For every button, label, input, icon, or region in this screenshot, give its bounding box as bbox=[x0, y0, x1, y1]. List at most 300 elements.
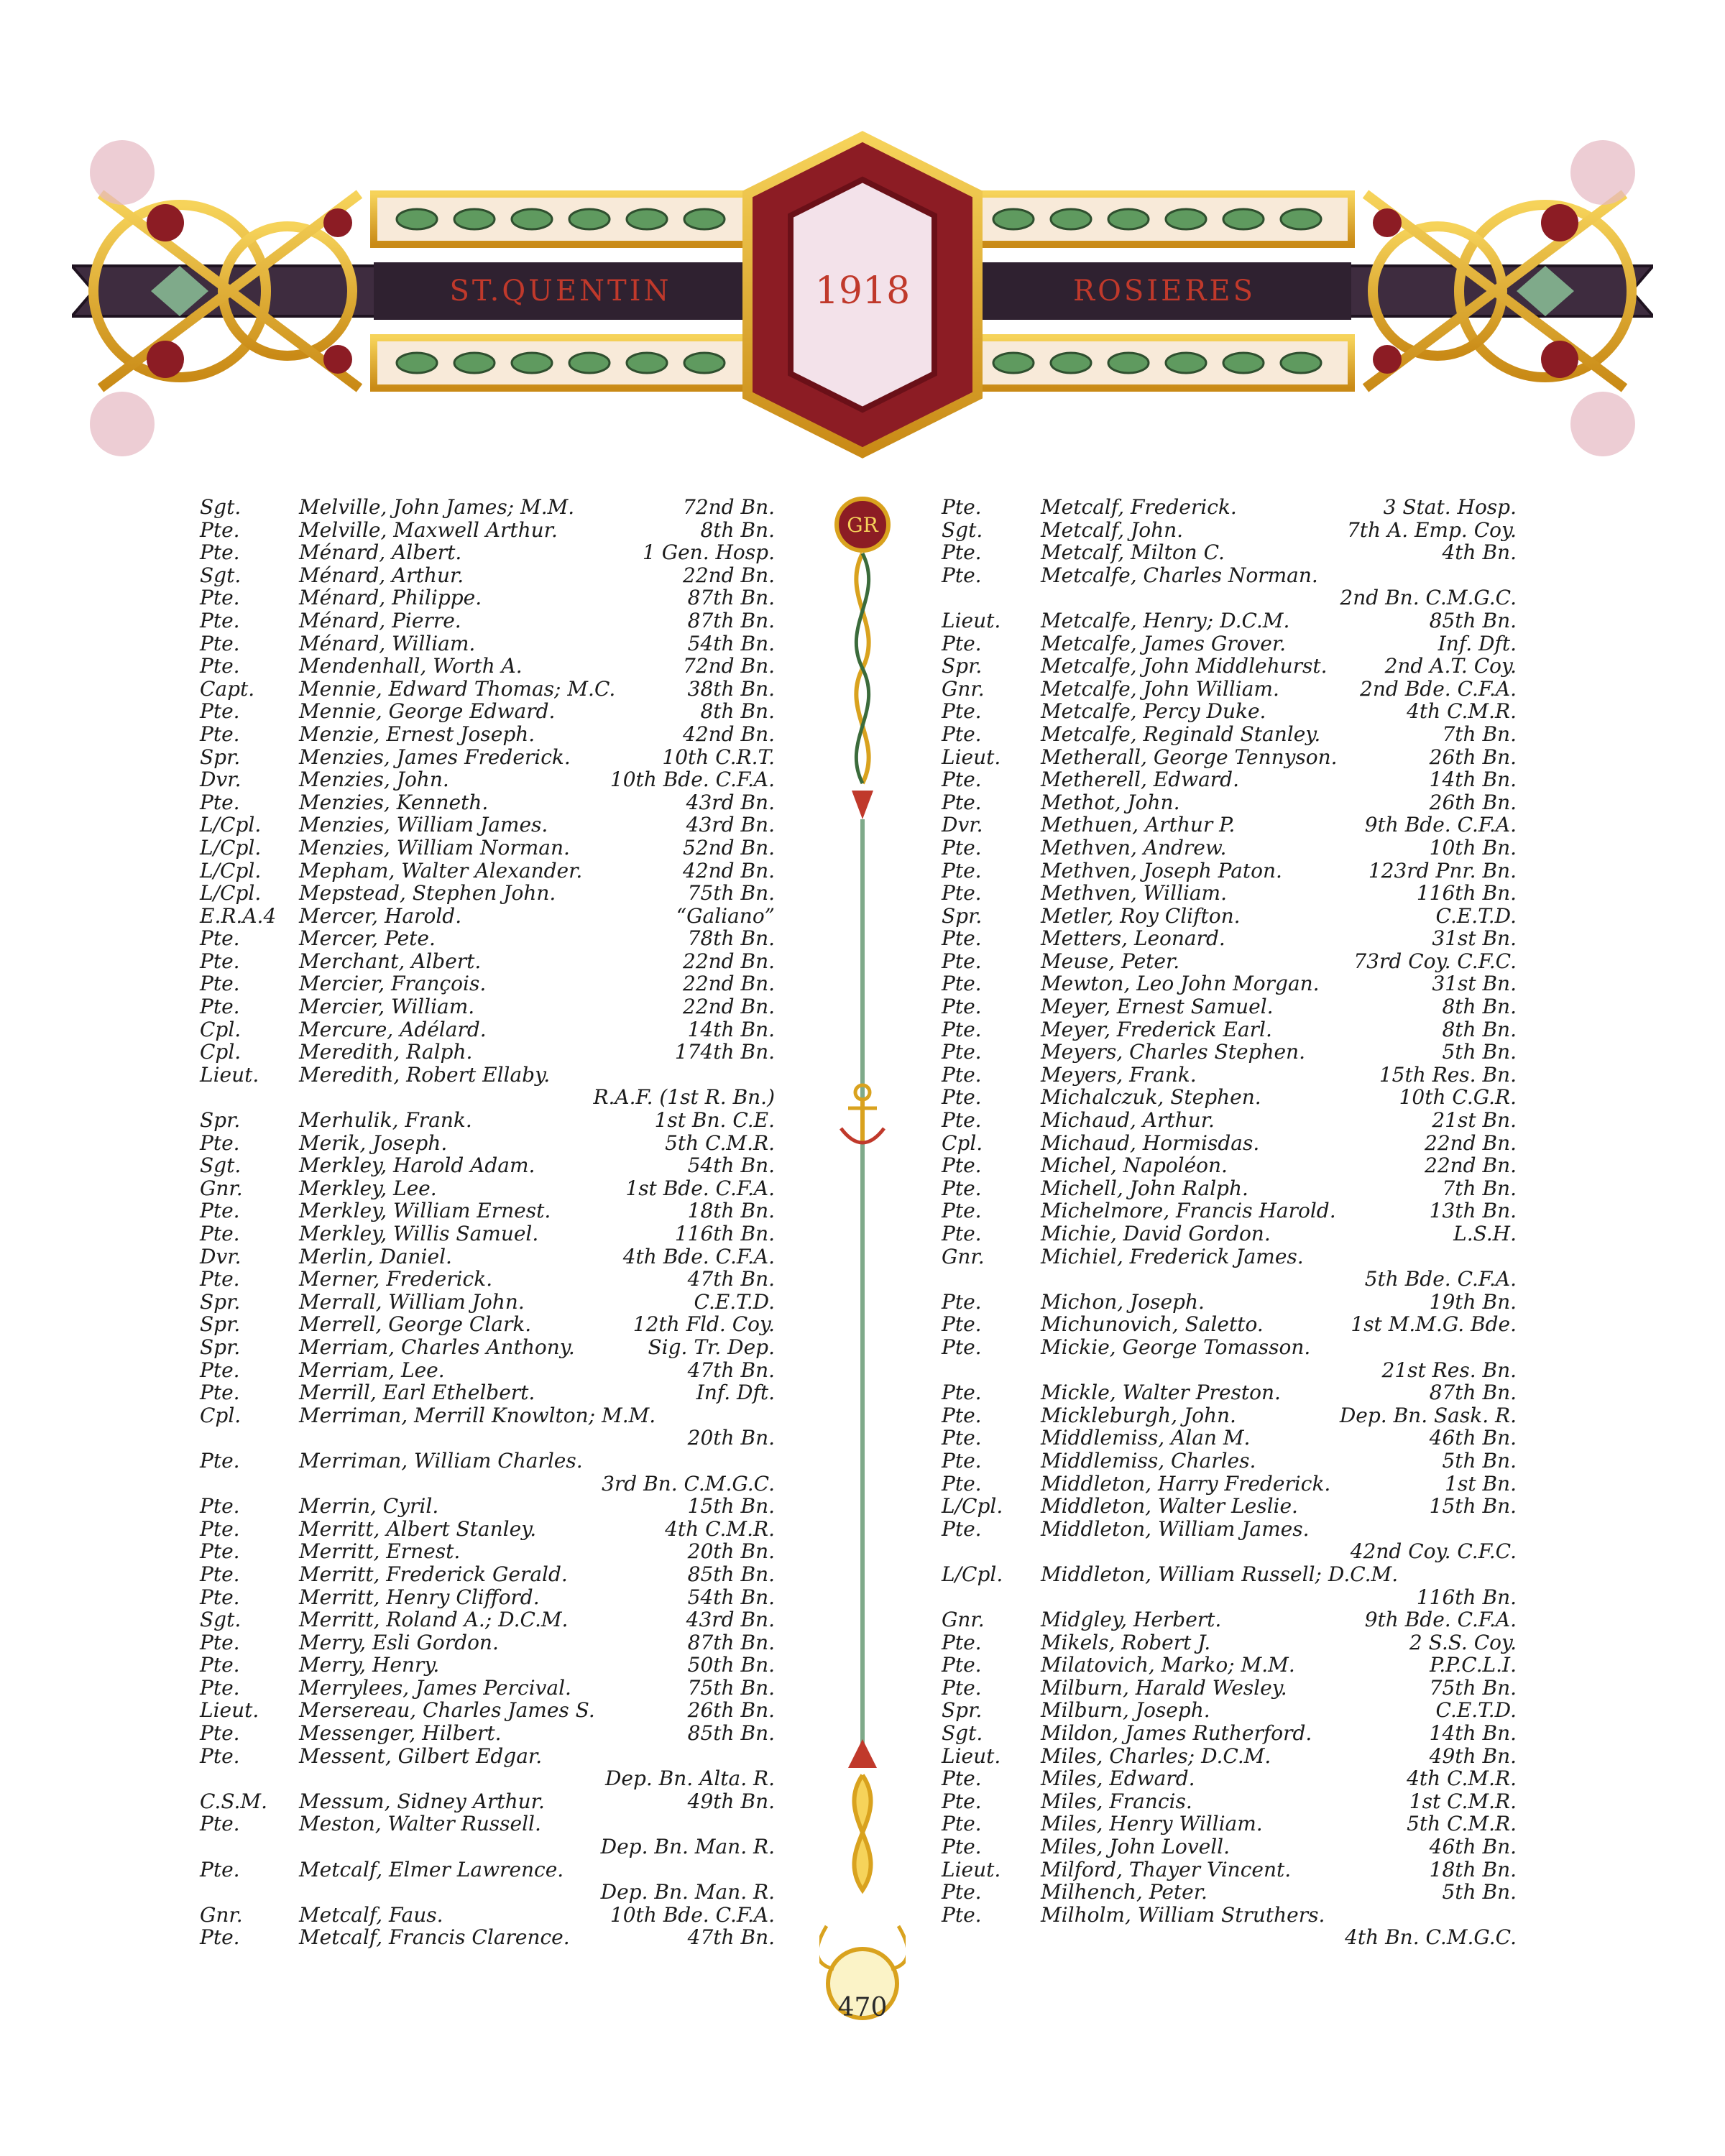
entry-name: Melville, Maxwell Arthur. bbox=[299, 517, 558, 542]
entry-unit: 5th Bn. bbox=[1442, 1880, 1517, 1904]
entry-unit: 31st Bn. bbox=[1432, 926, 1517, 951]
roll-entry bbox=[942, 972, 1517, 995]
roll-entry bbox=[200, 860, 775, 883]
roll-entry bbox=[942, 1427, 1517, 1450]
roll-entry bbox=[942, 860, 1517, 883]
entry-rank: Pte. bbox=[942, 1199, 982, 1223]
entry-unit: 72nd Bn. bbox=[683, 654, 775, 678]
roll-entry-continuation bbox=[942, 586, 1517, 609]
entry-unit: Inf. Dft. bbox=[1438, 631, 1517, 655]
entry-unit: Dep. Bn. Man. R. bbox=[600, 1880, 775, 1904]
entry-name: Merrin, Cyril. bbox=[299, 1494, 439, 1519]
entry-name: Merkley, Harold Adam. bbox=[299, 1153, 535, 1178]
entry-rank: Pte. bbox=[942, 1653, 982, 1677]
entry-rank: Sgt. bbox=[942, 517, 983, 542]
entry-rank: Pte. bbox=[200, 654, 240, 678]
roll-entry-continuation bbox=[942, 1359, 1517, 1382]
entry-unit: 87th Bn. bbox=[687, 1630, 775, 1654]
roll-entry bbox=[200, 541, 775, 564]
entry-rank: Sgt. bbox=[200, 1153, 242, 1178]
roll-entry bbox=[942, 541, 1517, 564]
roll-entry bbox=[200, 1631, 775, 1654]
entry-name: Middleton, Walter Leslie. bbox=[1041, 1494, 1298, 1519]
entry-rank: L/Cpl. bbox=[200, 835, 262, 860]
entry-unit: C.E.T.D. bbox=[694, 1289, 775, 1314]
entry-rank: Cpl. bbox=[942, 1130, 983, 1155]
entry-unit: 31st Bn. bbox=[1432, 972, 1517, 996]
entry-rank: Pte. bbox=[942, 1880, 982, 1904]
roll-entry bbox=[942, 609, 1517, 632]
entry-unit: 85th Bn. bbox=[1429, 608, 1517, 632]
entry-name: Meyer, Ernest Samuel. bbox=[1041, 995, 1274, 1019]
entry-name: Meston, Walter Russell. bbox=[299, 1812, 541, 1836]
entry-name: Merik, Joseph. bbox=[299, 1130, 448, 1155]
entry-rank: Pte. bbox=[200, 1516, 240, 1541]
entry-name: Merrall, William John. bbox=[299, 1289, 525, 1314]
entry-rank: Pte. bbox=[942, 540, 982, 565]
entry-unit: 1st Bn. C.E. bbox=[654, 1108, 775, 1133]
roll-entry bbox=[200, 814, 775, 837]
entry-unit: 5th Bde. C.F.A. bbox=[1364, 1267, 1517, 1291]
entry-name: Merritt, Henry Clifford. bbox=[299, 1585, 540, 1609]
roll-entry bbox=[942, 814, 1517, 837]
entry-name: Merry, Henry. bbox=[299, 1653, 440, 1677]
entry-name: Merry, Esli Gordon. bbox=[299, 1630, 499, 1654]
entry-name: Merritt, Frederick Gerald. bbox=[299, 1562, 568, 1586]
entry-unit: Sig. Tr. Dep. bbox=[648, 1335, 775, 1359]
entry-name: Mepham, Walter Alexander. bbox=[299, 858, 583, 883]
roll-entry bbox=[942, 882, 1517, 905]
entry-rank: Pte. bbox=[942, 1040, 982, 1064]
roll-entry bbox=[200, 1381, 775, 1404]
entry-name: Meredith, Robert Ellaby. bbox=[299, 1062, 551, 1087]
entry-rank: Pte. bbox=[942, 1085, 982, 1110]
entry-unit: 14th Bn. bbox=[1429, 768, 1517, 792]
roll-entry bbox=[200, 882, 775, 905]
entry-rank: E.R.A.4 bbox=[200, 903, 277, 928]
roll-entry bbox=[200, 1540, 775, 1563]
roll-entry bbox=[200, 1699, 775, 1722]
roll-entry bbox=[200, 1518, 775, 1541]
entry-name: Meyer, Frederick Earl. bbox=[1041, 1017, 1272, 1041]
roll-right-column bbox=[942, 496, 1517, 1949]
entry-unit: 7th Bn. bbox=[1442, 722, 1517, 746]
roll-entry bbox=[942, 1495, 1517, 1518]
entry-unit: 10th C.R.T. bbox=[662, 745, 775, 769]
roll-entry bbox=[200, 1245, 775, 1268]
roll-entry bbox=[942, 1881, 1517, 1904]
roll-entry bbox=[942, 1041, 1517, 1064]
entry-unit: 15th Res. Bn. bbox=[1379, 1062, 1517, 1087]
entry-rank: Pte. bbox=[200, 1448, 240, 1473]
entry-rank: Pte. bbox=[942, 1471, 982, 1496]
entry-name: Metcalfe, Charles Norman. bbox=[1041, 563, 1318, 587]
entry-rank: Sgt. bbox=[200, 1608, 242, 1632]
roll-entry bbox=[942, 1404, 1517, 1427]
monogram: GR bbox=[847, 513, 878, 537]
entry-unit: “Galiano” bbox=[676, 903, 775, 928]
entry-unit: 75th Bn. bbox=[687, 881, 775, 906]
roll-entry bbox=[200, 995, 775, 1018]
entry-unit: 75th Bn. bbox=[1429, 1675, 1517, 1700]
roll-entry bbox=[942, 1177, 1517, 1200]
entry-unit: 87th Bn. bbox=[687, 608, 775, 632]
entry-unit: 1st Bn. bbox=[1445, 1471, 1517, 1496]
roll-entry bbox=[200, 1677, 775, 1700]
entry-rank: L/Cpl. bbox=[942, 1562, 1003, 1586]
entry-rank: Pte. bbox=[942, 1017, 982, 1041]
roll-entry bbox=[200, 1404, 775, 1427]
entry-name: Middlemiss, Charles. bbox=[1041, 1448, 1256, 1473]
entry-rank: Pte. bbox=[200, 926, 240, 951]
roll-entry bbox=[942, 1450, 1517, 1473]
roll-entry bbox=[200, 1608, 775, 1631]
entry-unit: 9th Bde. C.F.A. bbox=[1364, 1608, 1517, 1632]
entry-unit: 43rd Bn. bbox=[686, 790, 775, 814]
entry-rank: Pte. bbox=[942, 631, 982, 655]
roll-entry bbox=[200, 1450, 775, 1473]
entry-unit: 42nd Coy. C.F.C. bbox=[1350, 1539, 1517, 1564]
entry-rank: Spr. bbox=[200, 1335, 241, 1359]
roll-entry bbox=[942, 700, 1517, 723]
entry-rank: L/Cpl. bbox=[200, 858, 262, 883]
entry-rank: Pte. bbox=[942, 1222, 982, 1245]
entry-rank: Pte. bbox=[942, 926, 982, 951]
entry-unit: 8th Bn. bbox=[1442, 995, 1517, 1019]
entry-rank: Lieut. bbox=[200, 1062, 259, 1087]
entry-rank: Pte. bbox=[942, 1835, 982, 1859]
roll-entry bbox=[942, 995, 1517, 1018]
entry-name: Miles, Francis. bbox=[1041, 1789, 1192, 1813]
entry-rank: Cpl. bbox=[200, 1040, 242, 1064]
entry-name: Merlin, Daniel. bbox=[299, 1244, 452, 1268]
entry-unit: Dep. Bn. Man. R. bbox=[600, 1835, 775, 1859]
entry-rank: Pte. bbox=[200, 995, 240, 1019]
roll-entry bbox=[942, 1904, 1517, 1927]
entry-unit: 26th Bn. bbox=[1429, 745, 1517, 769]
entry-rank: Pte. bbox=[942, 995, 982, 1019]
entry-unit: 4th Bn. bbox=[1442, 540, 1517, 565]
entry-rank: Pte. bbox=[942, 1448, 982, 1473]
entry-name: Mercer, Pete. bbox=[299, 926, 436, 951]
entry-rank: Pte. bbox=[942, 1789, 982, 1813]
roll-entry bbox=[200, 1858, 775, 1881]
entry-name: Milford, Thayer Vincent. bbox=[1041, 1857, 1292, 1881]
center-divider bbox=[819, 482, 906, 2034]
entry-name: Merkley, Willis Samuel. bbox=[299, 1222, 539, 1245]
entry-rank: Pte. bbox=[942, 1335, 982, 1359]
entry-unit: 1st Bde. C.F.A. bbox=[625, 1176, 775, 1200]
entry-unit: 18th Bn. bbox=[1429, 1857, 1517, 1881]
roll-entry bbox=[200, 1495, 775, 1518]
entry-unit: 116th Bn. bbox=[1416, 881, 1517, 906]
entry-name: Metcalf, Francis Clarence. bbox=[299, 1925, 570, 1950]
entry-name: Mickie, George Tomasson. bbox=[1041, 1335, 1311, 1359]
entry-unit: 14th Bn. bbox=[687, 1017, 775, 1041]
entry-name: Middleton, William James. bbox=[1041, 1516, 1310, 1541]
entry-name: Merriman, Merrill Knowlton; M.M. bbox=[299, 1403, 656, 1427]
entry-rank: Pte. bbox=[942, 881, 982, 906]
entry-name: Merritt, Ernest. bbox=[299, 1539, 461, 1564]
entry-unit: 49th Bn. bbox=[1429, 1743, 1517, 1768]
entry-unit: 10th Bde. C.F.A. bbox=[610, 768, 775, 792]
roll-entry bbox=[200, 1109, 775, 1132]
entry-rank: Pte. bbox=[200, 1721, 240, 1746]
entry-rank: Pte. bbox=[942, 495, 982, 519]
roll-entry bbox=[942, 1086, 1517, 1109]
entry-rank: Pte. bbox=[200, 1675, 240, 1700]
roll-entry bbox=[942, 1132, 1517, 1155]
entry-unit: 38th Bn. bbox=[687, 676, 775, 701]
entry-name: Mersereau, Charles James S. bbox=[299, 1698, 595, 1723]
entry-unit: 20th Bn. bbox=[687, 1539, 775, 1564]
entry-rank: Gnr. bbox=[942, 1244, 985, 1268]
entry-unit: 4th C.M.R. bbox=[1407, 1766, 1517, 1791]
entry-unit: 14th Bn. bbox=[1429, 1721, 1517, 1746]
roll-entry bbox=[942, 564, 1517, 587]
entry-rank: Pte. bbox=[942, 1516, 982, 1541]
roll-entry bbox=[200, 1722, 775, 1745]
entry-name: Michalczuk, Stephen. bbox=[1041, 1085, 1261, 1110]
entry-rank: Spr. bbox=[200, 1108, 241, 1133]
entry-rank: Pte. bbox=[942, 1812, 982, 1836]
entry-name: Miles, Henry William. bbox=[1041, 1812, 1263, 1836]
entry-rank: Pte. bbox=[200, 1381, 240, 1405]
entry-name: Metcalf, Frederick. bbox=[1041, 495, 1237, 519]
roll-entry bbox=[942, 1518, 1517, 1541]
roll-entry bbox=[942, 768, 1517, 791]
roll-entry bbox=[942, 1631, 1517, 1654]
entry-unit: 52nd Bn. bbox=[683, 835, 775, 860]
entry-unit: Dep. Bn. Sask. R. bbox=[1339, 1403, 1517, 1427]
entry-name: Middlemiss, Alan M. bbox=[1041, 1426, 1251, 1450]
entry-rank: Pte. bbox=[200, 972, 240, 996]
entry-rank: Pte. bbox=[942, 722, 982, 746]
roll-entry bbox=[200, 1904, 775, 1927]
roll-entry-continuation bbox=[942, 1540, 1517, 1563]
entry-name: Milburn, Harald Wesley. bbox=[1041, 1675, 1287, 1700]
roll-entry bbox=[942, 1313, 1517, 1336]
roll-entry bbox=[200, 700, 775, 723]
entry-name: Mercier, William. bbox=[299, 995, 475, 1019]
entry-rank: Pte. bbox=[942, 699, 982, 724]
entry-unit: 8th Bn. bbox=[1442, 1017, 1517, 1041]
entry-name: Melville, John James; M.M. bbox=[299, 495, 575, 519]
entry-rank: Lieut. bbox=[942, 745, 1001, 769]
entry-rank: Pte. bbox=[200, 517, 240, 542]
entry-rank: Lieut. bbox=[942, 1857, 1001, 1881]
entry-name: Merriam, Lee. bbox=[299, 1358, 445, 1382]
entry-name: Ménard, William. bbox=[299, 631, 476, 655]
entry-name: Methuen, Arthur P. bbox=[1041, 813, 1236, 837]
entry-name: Metcalfe, Percy Duke. bbox=[1041, 699, 1266, 724]
entry-rank: Spr. bbox=[942, 903, 983, 928]
roll-entry bbox=[942, 1222, 1517, 1245]
entry-unit: 22nd Bn. bbox=[683, 995, 775, 1019]
entry-name: Merkley, William Ernest. bbox=[299, 1199, 551, 1223]
roll-entry bbox=[942, 1745, 1517, 1768]
roll-entry bbox=[942, 1563, 1517, 1586]
entry-rank: Lieut. bbox=[942, 608, 1001, 632]
entry-name: Meredith, Ralph. bbox=[299, 1040, 473, 1064]
entry-name: Miles, Charles; D.C.M. bbox=[1041, 1743, 1271, 1768]
entry-rank: Pte. bbox=[200, 722, 240, 746]
roll-entry bbox=[942, 1699, 1517, 1722]
roll-entry bbox=[942, 632, 1517, 655]
roll-left-column bbox=[200, 496, 775, 1949]
entry-rank: Cpl. bbox=[200, 1403, 242, 1427]
roll-entry bbox=[942, 1381, 1517, 1404]
entry-unit: 54th Bn. bbox=[687, 1585, 775, 1609]
roll-entry bbox=[942, 1018, 1517, 1041]
roll-entry bbox=[200, 1291, 775, 1314]
entry-name: Messenger, Hilbert. bbox=[299, 1721, 502, 1746]
entry-rank: Pte. bbox=[200, 1267, 240, 1291]
entry-rank: Pte. bbox=[942, 1902, 982, 1927]
roll-entry bbox=[942, 1608, 1517, 1631]
entry-name: Merner, Frederick. bbox=[299, 1267, 493, 1291]
entry-rank: Pte. bbox=[200, 586, 240, 610]
entry-unit: 20th Bn. bbox=[687, 1426, 775, 1450]
entry-rank: Pte. bbox=[942, 858, 982, 883]
entry-rank: Gnr. bbox=[942, 1608, 985, 1632]
roll-entry bbox=[942, 1722, 1517, 1745]
entry-rank: Spr. bbox=[942, 654, 983, 678]
entry-name: Mercer, Harold. bbox=[299, 903, 462, 928]
entry-unit: 87th Bn. bbox=[1429, 1381, 1517, 1405]
entry-unit: C.E.T.D. bbox=[1435, 1698, 1517, 1723]
roll-entry bbox=[200, 746, 775, 769]
entry-rank: Pte. bbox=[200, 540, 240, 565]
entry-unit: 4th Bn. C.M.G.C. bbox=[1345, 1925, 1517, 1950]
entry-name: Milatovich, Marko; M.M. bbox=[1041, 1653, 1295, 1677]
roll-entry bbox=[200, 1199, 775, 1222]
roll-entry bbox=[200, 1041, 775, 1064]
entry-name: Merrill, Earl Ethelbert. bbox=[299, 1381, 535, 1405]
entry-unit: 5th Bn. bbox=[1442, 1448, 1517, 1473]
entry-unit: 46th Bn. bbox=[1429, 1426, 1517, 1450]
entry-rank: Lieut. bbox=[200, 1698, 259, 1723]
entry-unit: 21st Res. Bn. bbox=[1381, 1358, 1517, 1382]
entry-rank: L/Cpl. bbox=[200, 813, 262, 837]
roll-entry bbox=[942, 1336, 1517, 1359]
entry-name: Michaud, Arthur. bbox=[1041, 1108, 1215, 1133]
roll-entry bbox=[200, 1177, 775, 1200]
entry-rank: Pte. bbox=[200, 1925, 240, 1950]
entry-unit: 54th Bn. bbox=[687, 631, 775, 655]
entry-rank: Pte. bbox=[200, 1222, 240, 1245]
entry-name: Methven, Joseph Paton. bbox=[1041, 858, 1282, 883]
entry-name: Menzies, James Frederick. bbox=[299, 745, 571, 769]
entry-name: Michiel, Frederick James. bbox=[1041, 1244, 1304, 1268]
entry-name: Merchant, Albert. bbox=[299, 949, 482, 973]
entry-name: Mercier, François. bbox=[299, 972, 487, 996]
entry-unit: 18th Bn. bbox=[687, 1199, 775, 1223]
roll-entry bbox=[200, 972, 775, 995]
entry-name: Michell, John Ralph. bbox=[1041, 1176, 1248, 1200]
roll-entry bbox=[200, 1359, 775, 1382]
entry-unit: 7th A. Emp. Coy. bbox=[1346, 517, 1517, 542]
entry-name: Michaud, Hormisdas. bbox=[1041, 1130, 1260, 1155]
roll-entry bbox=[200, 1018, 775, 1041]
entry-unit: 42nd Bn. bbox=[683, 858, 775, 883]
roll-entry bbox=[942, 1291, 1517, 1314]
roll-entry bbox=[200, 655, 775, 678]
roll-entry bbox=[942, 496, 1517, 519]
roll-entry-continuation bbox=[200, 1086, 775, 1109]
entry-unit: 4th C.M.R. bbox=[665, 1516, 775, 1541]
roll-entry bbox=[200, 1064, 775, 1087]
roll-entry bbox=[942, 1790, 1517, 1813]
entry-rank: Pte. bbox=[200, 1494, 240, 1519]
roll-entry bbox=[200, 609, 775, 632]
entry-rank: Pte. bbox=[200, 1630, 240, 1654]
entry-unit: 43rd Bn. bbox=[686, 1608, 775, 1632]
entry-unit: 15th Bn. bbox=[1429, 1494, 1517, 1519]
entry-unit: 13th Bn. bbox=[1429, 1199, 1517, 1223]
entry-name: Middleton, Harry Frederick. bbox=[1041, 1471, 1331, 1496]
entry-name: Ménard, Philippe. bbox=[299, 586, 482, 610]
roll-entry bbox=[200, 1268, 775, 1291]
roll-entry bbox=[200, 519, 775, 542]
entry-unit: Dep. Bn. Alta. R. bbox=[604, 1766, 775, 1791]
roll-entry bbox=[200, 1745, 775, 1768]
entry-name: Mennie, George Edward. bbox=[299, 699, 556, 724]
entry-unit: 2nd Bde. C.F.A. bbox=[1360, 676, 1517, 701]
entry-rank: Pte. bbox=[942, 790, 982, 814]
entry-rank: Pte. bbox=[942, 1062, 982, 1087]
entry-unit: P.P.C.L.I. bbox=[1430, 1653, 1517, 1677]
entry-rank: Pte. bbox=[200, 699, 240, 724]
roll-entry-continuation bbox=[200, 1881, 775, 1904]
entry-rank: Spr. bbox=[200, 1312, 241, 1337]
entry-unit: 2nd A.T. Coy. bbox=[1384, 654, 1517, 678]
entry-rank: Pte. bbox=[942, 563, 982, 587]
entry-name: Menzies, Kenneth. bbox=[299, 790, 489, 814]
entry-name: Mickleburgh, John. bbox=[1041, 1403, 1236, 1427]
entry-unit: 43rd Bn. bbox=[686, 813, 775, 837]
entry-name: Merriam, Charles Anthony. bbox=[299, 1335, 575, 1359]
roll-entry-continuation bbox=[942, 1926, 1517, 1949]
entry-name: Metcalf, Elmer Lawrence. bbox=[299, 1857, 564, 1881]
entry-name: Methven, Andrew. bbox=[1041, 835, 1227, 860]
entry-rank: Gnr. bbox=[200, 1902, 243, 1927]
entry-rank: Spr. bbox=[200, 745, 241, 769]
entry-name: Mendenhall, Worth A. bbox=[299, 654, 523, 678]
roll-entry bbox=[942, 1767, 1517, 1790]
entry-name: Middleton, William Russell; D.C.M. bbox=[1041, 1562, 1399, 1586]
roll-entry bbox=[200, 927, 775, 950]
entry-name: Meyers, Charles Stephen. bbox=[1041, 1040, 1305, 1064]
roll-entry bbox=[942, 950, 1517, 973]
entry-rank: Pte. bbox=[200, 1199, 240, 1223]
entry-unit: 26th Bn. bbox=[1429, 790, 1517, 814]
entry-name: Merritt, Albert Stanley. bbox=[299, 1516, 537, 1541]
entry-rank: Spr. bbox=[200, 1289, 241, 1314]
roll-entry bbox=[200, 586, 775, 609]
entry-name: Metcalfe, John William. bbox=[1041, 676, 1279, 701]
entry-rank: Lieut. bbox=[942, 1743, 1001, 1768]
entry-unit: 85th Bn. bbox=[687, 1721, 775, 1746]
entry-rank: L/Cpl. bbox=[942, 1494, 1003, 1519]
roll-entry bbox=[942, 1199, 1517, 1222]
entry-unit: 4th Bde. C.F.A. bbox=[622, 1244, 775, 1268]
roll-entry bbox=[942, 723, 1517, 746]
roll-entry bbox=[942, 927, 1517, 950]
entry-name: Michie, David Gordon. bbox=[1041, 1222, 1271, 1245]
entry-rank: Pte. bbox=[942, 1289, 982, 1314]
roll-entry bbox=[942, 1245, 1517, 1268]
